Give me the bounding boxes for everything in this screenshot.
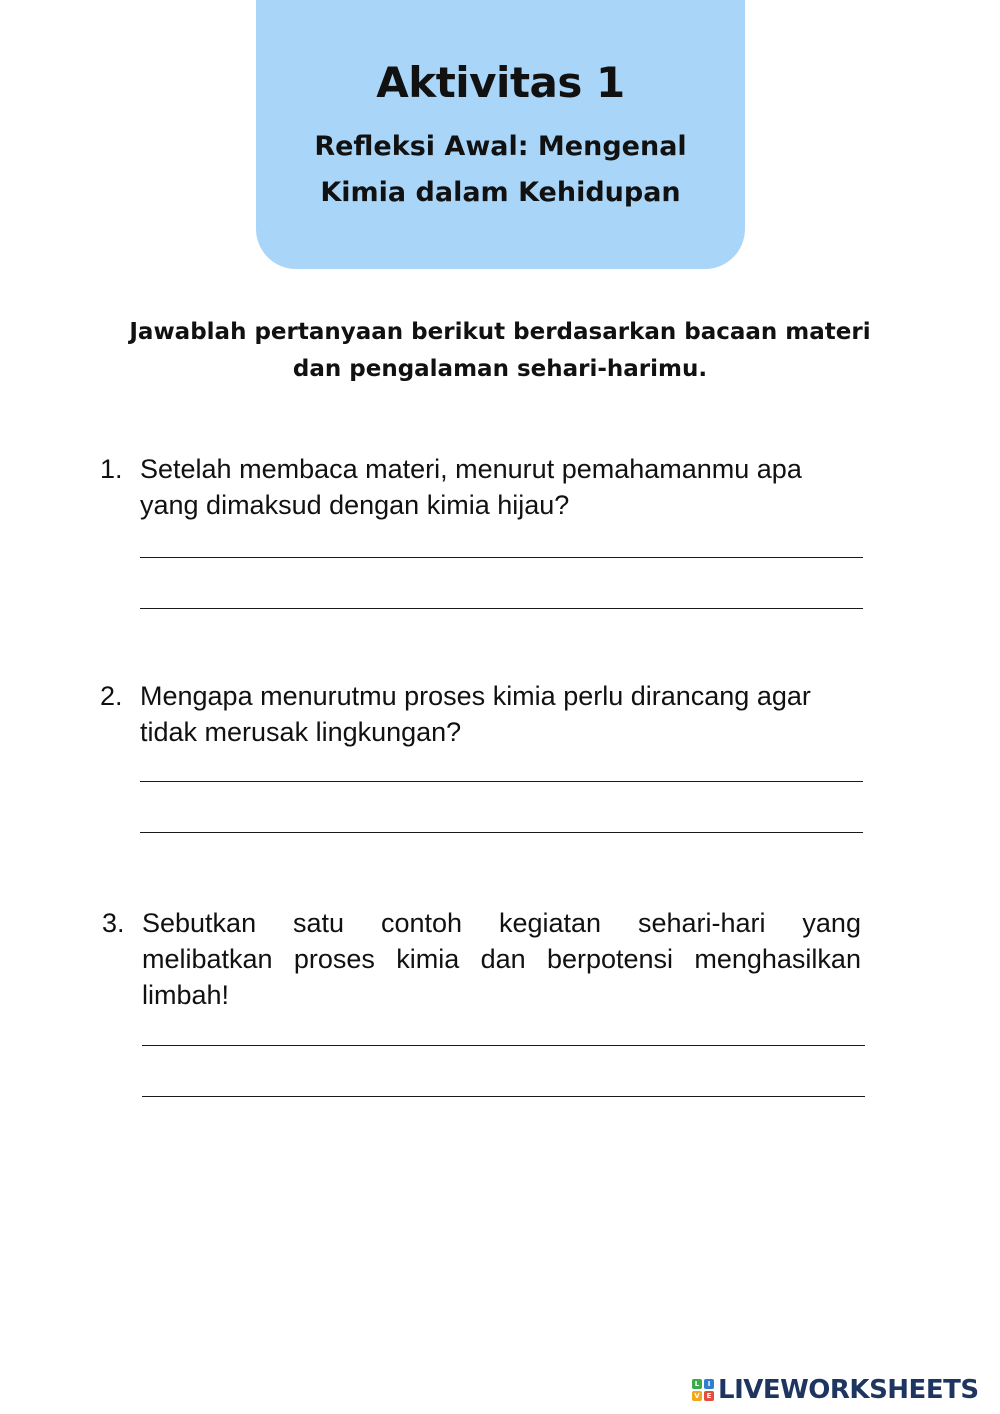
logo-mark-icon: [692, 1379, 714, 1401]
question-word: contoh: [380, 908, 463, 938]
answer-line-1b[interactable]: [140, 608, 863, 609]
activity-subtitle-line-1: Refleksi Awal: Mengenal: [314, 131, 687, 162]
question-word: berpotensi: [546, 944, 674, 974]
logo-mark-tile: V: [692, 1391, 702, 1401]
question-number: 2.: [100, 681, 123, 711]
question-line: Setelah membaca materi, menurut pemahamanmu apa: [140, 454, 802, 484]
question-word: yang: [802, 908, 861, 938]
question-word: sehari-hari: [637, 908, 766, 938]
question-word: satu: [293, 908, 345, 938]
question-number: 1.: [100, 454, 123, 484]
answer-line-1a[interactable]: [140, 557, 863, 558]
question-line: tidak merusak lingkungan?: [140, 717, 462, 747]
question-text: [142, 905, 861, 1013]
question-word: menghasilkan: [694, 944, 861, 974]
activity-subtitle: [256, 124, 745, 216]
question-line: limbah!: [142, 980, 230, 1010]
question-line: Mengapa menurutmu proses kimia perlu dirancang agar: [140, 681, 811, 711]
activity-subtitle-line-2: Kimia dalam Kehidupan: [320, 177, 681, 208]
answer-line-2b[interactable]: [140, 832, 863, 833]
question-word: proses: [293, 944, 375, 974]
question-word: kimia: [396, 944, 460, 974]
question-number: 3.: [102, 908, 125, 938]
question-word: kegiatan: [498, 908, 602, 938]
question-text: [140, 678, 811, 750]
question-word: dan: [480, 944, 526, 974]
instructions: [100, 314, 900, 388]
question-word: melibatkan: [142, 944, 273, 974]
answer-line-3b[interactable]: [142, 1096, 865, 1097]
liveworksheets-logo: [692, 1374, 979, 1406]
instructions-line-1: Jawablah pertanyaan berikut berdasarkan bacaan materi: [129, 319, 871, 345]
activity-title: Aktivitas 1: [376, 58, 625, 107]
activity-header: [256, 0, 745, 269]
question-line: yang dimaksud dengan kimia hijau?: [140, 490, 570, 520]
question-word: Sebutkan: [142, 908, 257, 938]
logo-mark-tile: L: [692, 1379, 702, 1389]
answer-line-2a[interactable]: [140, 781, 863, 782]
instructions-line-2: dan pengalaman sehari-harimu.: [292, 356, 708, 382]
logo-mark-tile: E: [704, 1391, 714, 1401]
logo-text: LIVEWORKSHEETS: [718, 1375, 979, 1405]
question-line: [142, 941, 861, 977]
question-text: [140, 451, 802, 523]
answer-line-3a[interactable]: [142, 1045, 865, 1046]
question-line: [142, 905, 861, 941]
logo-mark-tile: I: [704, 1379, 714, 1389]
